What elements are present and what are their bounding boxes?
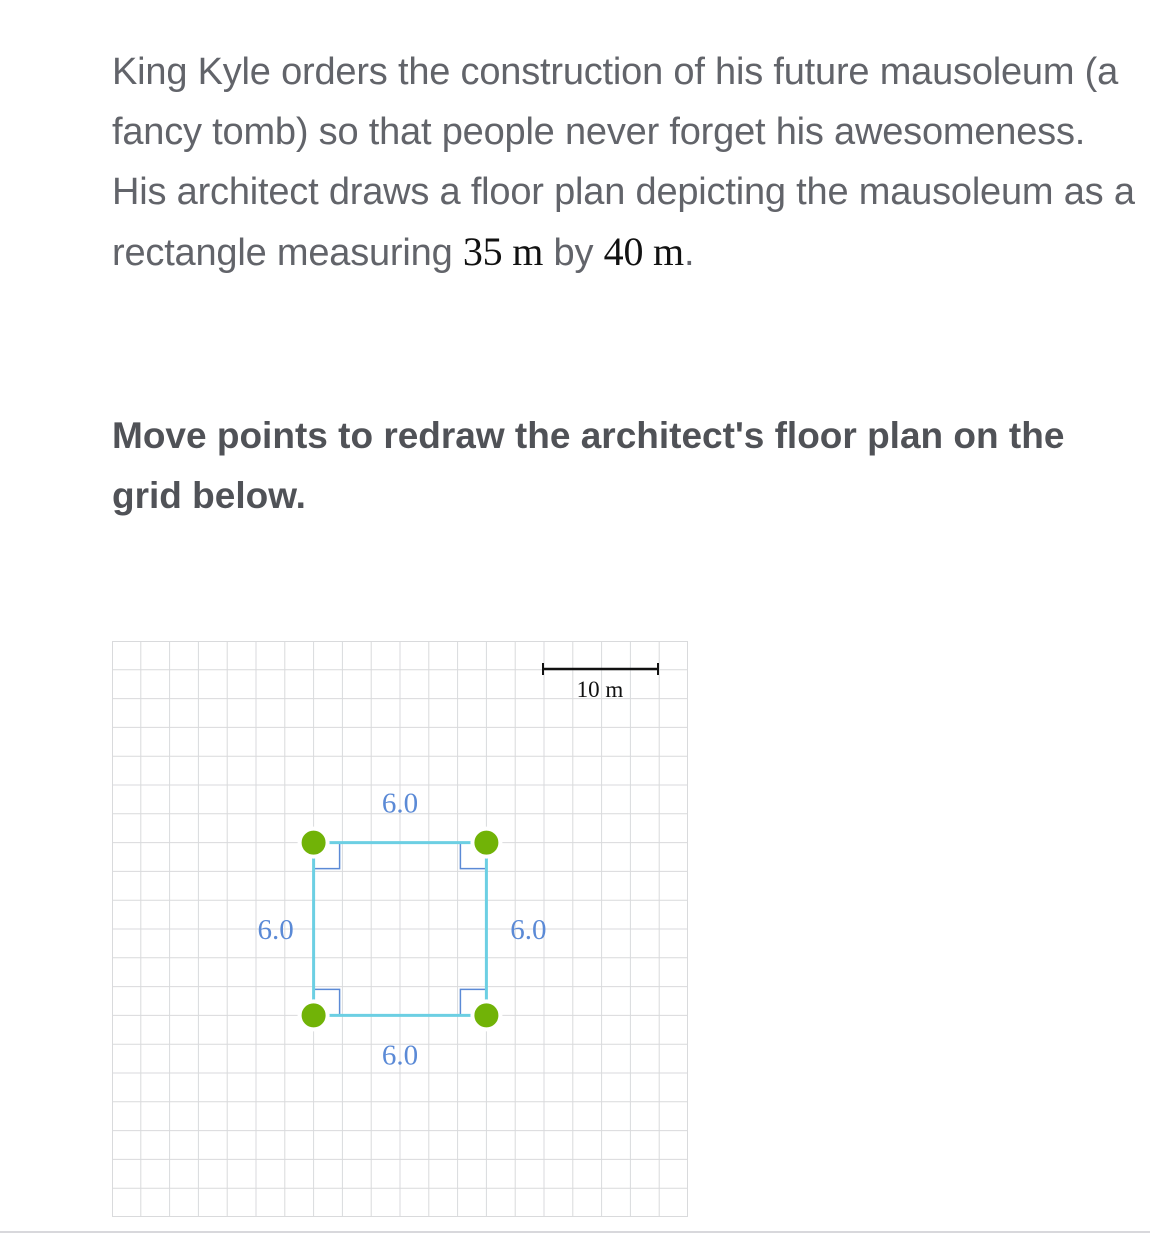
instruction-text: Move points to redraw the architect's floor plan on the grid below.: [112, 415, 1065, 516]
problem-prompt: [112, 42, 1142, 283]
point-top-right[interactable]: [472, 829, 500, 857]
prompt-text-between: by: [543, 232, 604, 274]
dimension-b: 40 m: [603, 229, 684, 274]
side-length-bottom: 6.0: [381, 1039, 419, 1072]
side-length-top: 6.0: [381, 787, 419, 820]
page-divider: [0, 1231, 1150, 1233]
scale-label: 10 m: [576, 677, 624, 702]
dimension-a: 35 m: [462, 229, 544, 274]
grid-canvas[interactable]: [112, 641, 688, 1217]
point-top-left[interactable]: [300, 829, 328, 857]
point-bottom-left[interactable]: [300, 1001, 328, 1029]
floor-plan-grid[interactable]: [112, 641, 688, 1217]
side-length-left: 6.0: [257, 914, 294, 946]
prompt-text-after: .: [683, 232, 695, 274]
side-length-right: 6.0: [510, 914, 547, 946]
prompt-text-before: King Kyle orders the construction of his future mausoleum (a fancy tomb) so that people never forget his awesomeness. His architect draws a floor plan depicting the mausoleum as a rectangle measuring: [112, 51, 1135, 274]
scale-bar: [543, 663, 658, 702]
grid-lines: [112, 641, 688, 1217]
point-bottom-right[interactable]: [472, 1001, 500, 1029]
